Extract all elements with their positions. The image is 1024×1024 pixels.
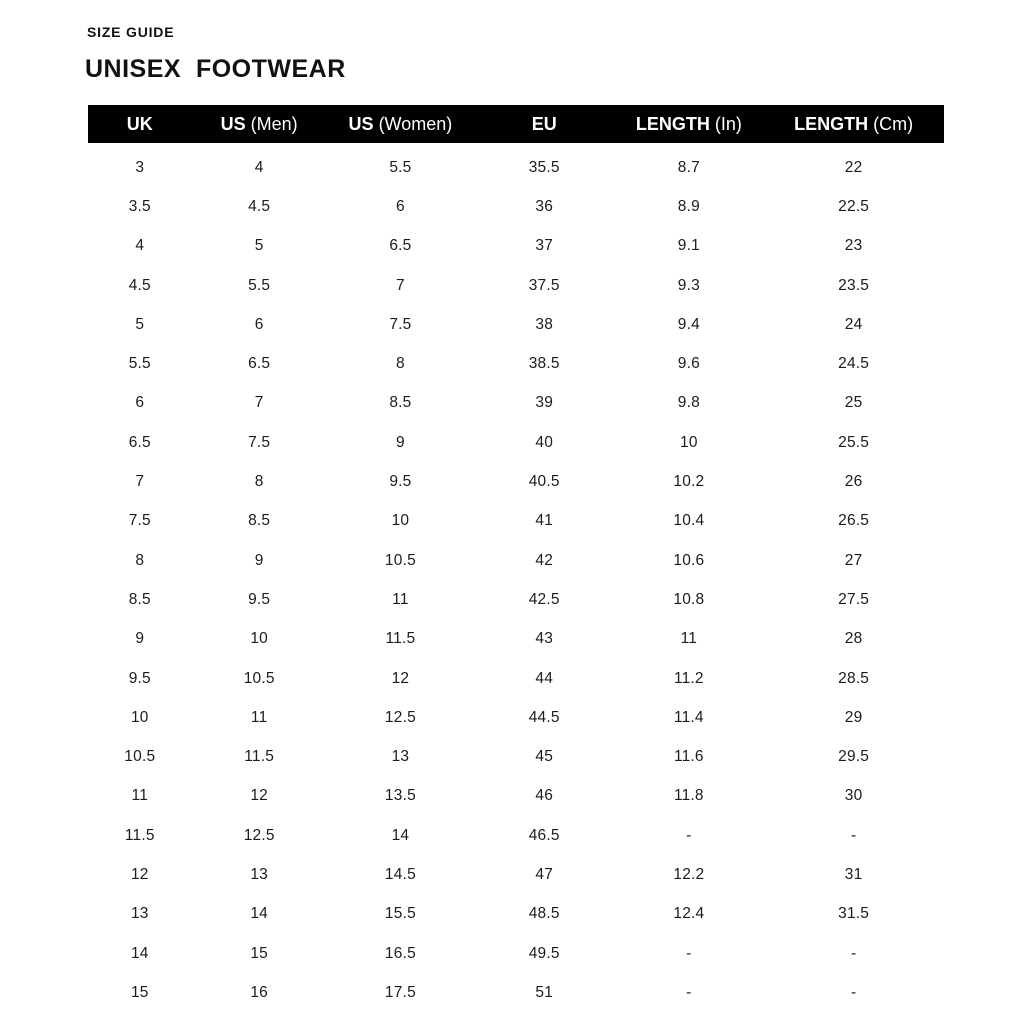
table-row (88, 620, 944, 659)
table-cell: - (850, 983, 857, 1001)
table-cell: 11.5 (244, 748, 275, 766)
table-cell: 12 (130, 865, 149, 883)
table-row (88, 187, 944, 226)
table-cell: 23 (844, 237, 863, 255)
table-cell: 10.4 (673, 512, 705, 530)
table-cell: 46.5 (528, 826, 560, 844)
table-cell: - (686, 944, 692, 962)
table-cell: 47 (535, 865, 554, 883)
table-row (88, 934, 944, 973)
column-header-length-cm (763, 114, 944, 135)
table-cell: 9 (135, 630, 145, 648)
table-row (88, 305, 944, 344)
table-cell: 13 (391, 748, 410, 766)
size-table (88, 105, 944, 1013)
table-cell: 10 (680, 433, 698, 451)
table-row (88, 541, 944, 580)
size-table-header-row (88, 105, 944, 143)
table-cell: 43 (535, 630, 554, 648)
table-cell: 46 (535, 787, 554, 805)
table-cell: 3.5 (128, 197, 151, 215)
table-cell: 5.5 (248, 276, 271, 294)
table-cell: 4 (135, 237, 145, 255)
table-cell: 14.5 (384, 865, 416, 883)
table-cell: 31.5 (838, 905, 870, 923)
table-cell: 11.5 (385, 630, 416, 648)
table-cell: 29.5 (838, 748, 870, 766)
table-cell: 9 (254, 551, 264, 569)
table-cell: 9.4 (677, 315, 700, 333)
table-cell: 9.3 (677, 276, 700, 294)
table-cell: 22.5 (838, 197, 870, 215)
table-cell: 16.5 (384, 944, 416, 962)
table-cell: 6 (135, 394, 145, 412)
table-cell: 7.5 (389, 315, 412, 333)
column-header-eu (474, 114, 614, 135)
table-cell: 17.5 (384, 983, 416, 1001)
table-cell: 26.5 (838, 512, 870, 530)
table-cell: 7 (395, 276, 405, 294)
table-cell: 48.5 (528, 905, 560, 923)
table-cell: 7.5 (248, 433, 271, 451)
table-row (88, 816, 944, 855)
table-cell: - (686, 983, 692, 1001)
table-cell: 8.9 (677, 197, 700, 215)
table-cell: 42 (535, 551, 554, 569)
table-cell: 10 (130, 708, 149, 726)
column-header-main-label: LENGTH (635, 113, 710, 134)
size-guide-label: SIZE GUIDE (87, 24, 175, 40)
table-cell: 10.6 (673, 551, 705, 569)
table-cell: 11.8 (673, 787, 704, 805)
table-cell: 42.5 (528, 590, 560, 608)
table-cell: 9.6 (677, 355, 700, 373)
table-cell: 8.5 (248, 512, 271, 530)
table-cell: 14 (250, 905, 268, 923)
table-cell: 11.4 (673, 708, 704, 726)
table-cell: 6 (254, 315, 264, 333)
table-cell: 13.5 (384, 787, 416, 805)
table-cell: 7 (135, 473, 145, 491)
table-cell: 4 (254, 158, 264, 176)
table-cell: 8 (395, 355, 405, 373)
table-cell: 5.5 (128, 355, 151, 373)
table-cell: 11 (680, 630, 698, 648)
table-cell: 27.5 (838, 590, 870, 608)
table-cell: 39 (535, 394, 554, 412)
table-cell: 12.5 (243, 826, 275, 844)
table-cell: 25 (844, 394, 863, 412)
table-cell: 8 (254, 473, 264, 491)
column-header-us-women (327, 114, 474, 135)
table-cell: 31 (844, 865, 863, 883)
table-cell: 26 (844, 473, 863, 491)
table-cell: 11.2 (673, 669, 704, 687)
column-header-main-label: UK (126, 113, 153, 134)
table-cell: 29 (844, 708, 863, 726)
column-header-sub-label: (Men) (245, 113, 298, 134)
table-cell: 10.8 (673, 590, 705, 608)
table-row (88, 148, 944, 187)
size-table-body (88, 143, 944, 1013)
table-cell: 28.5 (838, 669, 870, 687)
table-cell: 27 (844, 551, 863, 569)
table-cell: 12.5 (384, 708, 416, 726)
table-cell: 30 (844, 787, 863, 805)
table-cell: 11 (250, 708, 268, 726)
table-cell: 15 (130, 983, 149, 1001)
table-cell: - (850, 944, 857, 962)
table-cell: 38.5 (528, 355, 560, 373)
table-cell: 14 (391, 826, 410, 844)
table-cell: 10.5 (243, 669, 275, 687)
table-cell: 28 (844, 630, 863, 648)
column-header-main-label: US (348, 113, 374, 134)
table-cell: 7.5 (128, 512, 151, 530)
table-cell: 10 (391, 512, 410, 530)
table-row (88, 580, 944, 619)
table-cell: 5 (135, 315, 145, 333)
table-row (88, 777, 944, 816)
table-cell: 12.4 (673, 905, 705, 923)
table-cell: 8.7 (677, 158, 700, 176)
table-cell: 45 (535, 748, 554, 766)
table-cell: 12 (391, 669, 410, 687)
table-cell: 12.2 (673, 865, 705, 883)
table-cell: 14 (130, 944, 149, 962)
table-cell: 6.5 (248, 355, 271, 373)
table-cell: 9 (395, 433, 405, 451)
table-row (88, 737, 944, 776)
table-row (88, 895, 944, 934)
table-cell: 12 (250, 787, 268, 805)
table-cell: 10.2 (673, 473, 705, 491)
table-cell: 44.5 (528, 708, 560, 726)
column-header-main-label: EU (531, 113, 557, 134)
table-row (88, 384, 944, 423)
table-cell: 38 (535, 315, 554, 333)
table-cell: 36 (535, 197, 554, 215)
table-cell: 15.5 (384, 905, 416, 923)
table-cell: 40.5 (528, 473, 560, 491)
table-cell: 44 (535, 669, 554, 687)
table-row (88, 462, 944, 501)
table-cell: 3 (135, 158, 145, 176)
column-header-sub-label: (In) (709, 113, 742, 134)
table-cell: 11 (131, 787, 149, 805)
table-cell: 9.1 (677, 237, 700, 255)
table-row (88, 855, 944, 894)
table-cell: 49.5 (528, 944, 560, 962)
table-cell: 13 (130, 905, 149, 923)
table-cell: 9.5 (389, 473, 412, 491)
table-cell: 10.5 (124, 748, 156, 766)
table-cell: 8.5 (389, 394, 412, 412)
table-cell: 6 (395, 197, 405, 215)
table-cell: 5.5 (389, 158, 412, 176)
table-cell: 4.5 (128, 276, 151, 294)
table-cell: 9.5 (248, 590, 271, 608)
column-header-sub-label: (Women) (373, 113, 453, 134)
table-cell: 13 (250, 865, 268, 883)
table-cell: 4.5 (248, 197, 271, 215)
table-cell: - (850, 826, 857, 844)
table-row (88, 502, 944, 541)
column-header-length-in (614, 114, 763, 135)
table-cell: 41 (535, 512, 554, 530)
table-row (88, 698, 944, 737)
table-cell: 37 (535, 237, 554, 255)
table-cell: 23.5 (838, 276, 870, 294)
column-header-uk (88, 114, 192, 135)
table-cell: 15 (250, 944, 268, 962)
table-cell: 25.5 (838, 433, 870, 451)
table-cell: 24 (844, 315, 863, 333)
table-row (88, 659, 944, 698)
table-cell: 9.8 (677, 394, 700, 412)
table-row (88, 227, 944, 266)
column-header-main-label: LENGTH (794, 113, 869, 134)
page-title: UNISEX FOOTWEAR (85, 55, 346, 83)
table-cell: 11.6 (673, 748, 704, 766)
table-cell: - (686, 826, 692, 844)
table-row (88, 344, 944, 383)
table-cell: 35.5 (528, 158, 560, 176)
table-cell: 11.5 (124, 826, 155, 844)
table-cell: 6.5 (389, 237, 412, 255)
table-cell: 22 (844, 158, 863, 176)
table-cell: 8.5 (128, 590, 151, 608)
table-row (88, 973, 944, 1012)
table-cell: 40 (535, 433, 554, 451)
table-cell: 10 (250, 630, 268, 648)
column-header-us-men (192, 114, 327, 135)
table-cell: 51 (535, 983, 554, 1001)
column-header-sub-label: (Cm) (868, 113, 914, 134)
column-header-main-label: US (220, 113, 246, 134)
table-cell: 16 (250, 983, 268, 1001)
table-cell: 5 (254, 237, 264, 255)
table-cell: 9.5 (128, 669, 151, 687)
table-cell: 8 (135, 551, 145, 569)
table-cell: 6.5 (128, 433, 151, 451)
table-cell: 11 (392, 590, 409, 608)
table-cell: 24.5 (838, 355, 870, 373)
table-cell: 10.5 (384, 551, 416, 569)
table-row (88, 266, 944, 305)
table-row (88, 423, 944, 462)
table-cell: 37.5 (528, 276, 560, 294)
table-cell: 7 (254, 394, 264, 412)
